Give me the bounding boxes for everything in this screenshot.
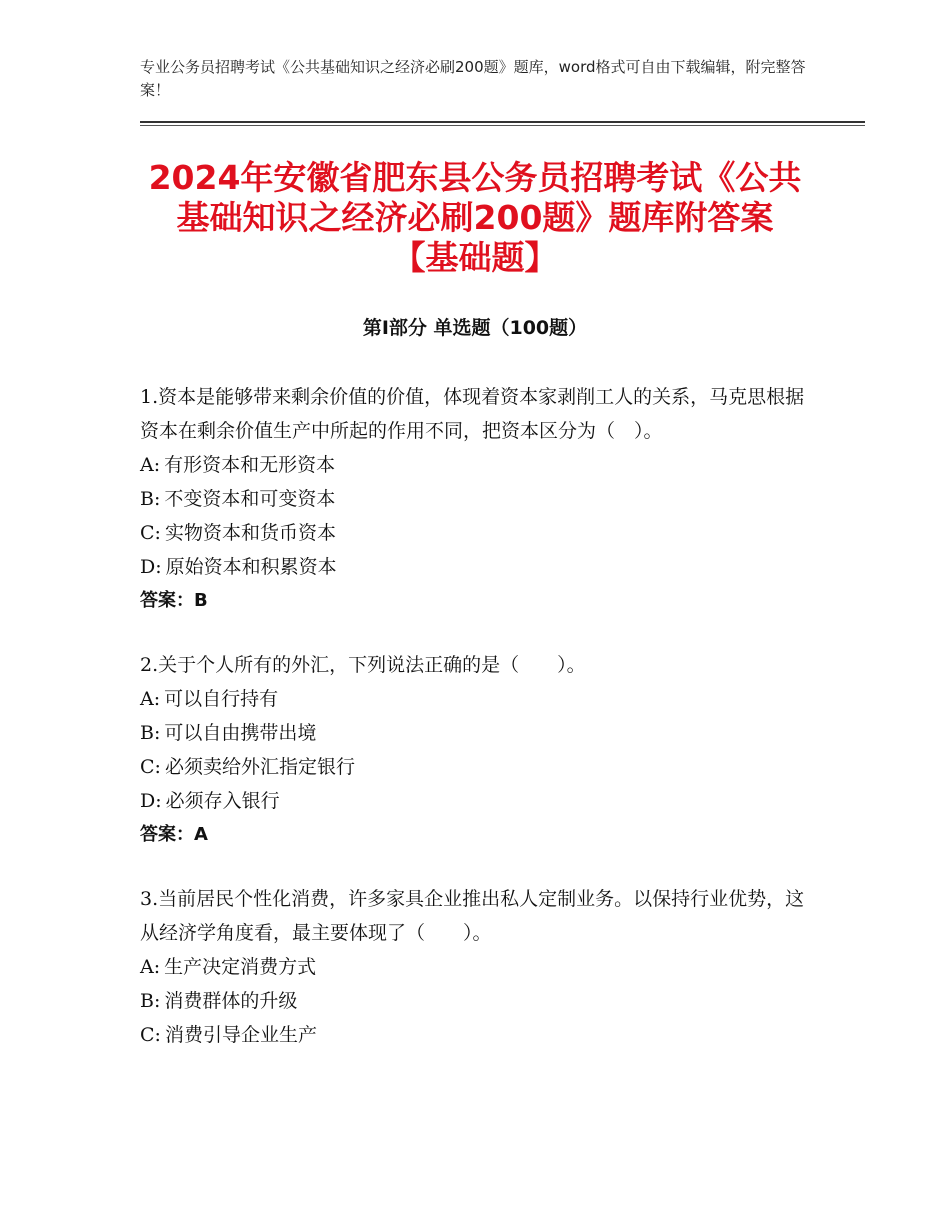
section-title: 第I部分 单选题（100题） [362,317,588,339]
option-key: C: [140,522,161,544]
option-key: D: [140,556,162,578]
option-text: 实物资本和货币资本 [164,522,336,544]
header-note: 专业公务员招聘考试《公共基础知识之经济必刷200题》题库，word格式可自由下载编辑，附完整答案！ [140,58,806,99]
option-key: B: [140,722,161,744]
question-item [140,882,810,1052]
option-a [140,682,810,716]
title-line: 基础知识之经济必刷200题》题库附答案 [176,198,774,237]
option-text: 消费引导企业生产 [164,1024,317,1046]
question-stem: 2.关于个人所有的外汇，下列说法正确的是（ ）。 [140,654,586,676]
option-a [140,950,810,984]
option-key: C: [140,756,161,778]
option-b [140,716,810,750]
option-c [140,1018,810,1052]
question-item [140,648,810,852]
option-key: A: [140,454,161,476]
option-c [140,516,810,550]
option-c [140,750,810,784]
option-text: 可以自行持有 [164,688,279,710]
option-a [140,448,810,482]
option-key: D: [140,790,162,812]
question-stem: 1.资本是能够带来剩余价值的价值，体现着资本家剥削工人的关系，马克思根据资本在剩余价值生产中所起的作用不同，把资本区分为（ ）。 [140,386,805,442]
title-line: 【基础题】 [392,238,558,277]
option-text: 可以自由携带出境 [164,722,317,744]
option-d [140,550,810,584]
answer-line: 答案：A [140,824,208,845]
title-line: 2024年安徽省肥东县公务员招聘考试《公共 [148,158,802,197]
question-stem: 3.当前居民个性化消费，许多家具企业推出私人定制业务。以保持行业优势，这从经济学角度看，最主要体现了（ ）。 [140,888,805,944]
option-text: 生产决定消费方式 [164,956,317,978]
answer-line: 答案：B [140,590,208,611]
header-rule-thick [140,121,865,123]
option-text: 原始资本和积累资本 [165,556,337,578]
question-item [140,380,810,618]
option-key: A: [140,956,161,978]
option-d [140,784,810,818]
option-key: A: [140,688,161,710]
option-text: 必须存入银行 [165,790,280,812]
option-b [140,984,810,1018]
option-key: C: [140,1024,161,1046]
header-rule-thin [140,125,865,126]
option-b [140,482,810,516]
option-text: 消费群体的升级 [164,990,298,1012]
option-text: 必须卖给外汇指定银行 [164,756,355,778]
question-list [140,380,810,1082]
option-text: 有形资本和无形资本 [164,454,336,476]
option-text: 不变资本和可变资本 [164,488,336,510]
document-title [120,158,830,278]
option-key: B: [140,488,161,510]
option-key: B: [140,990,161,1012]
